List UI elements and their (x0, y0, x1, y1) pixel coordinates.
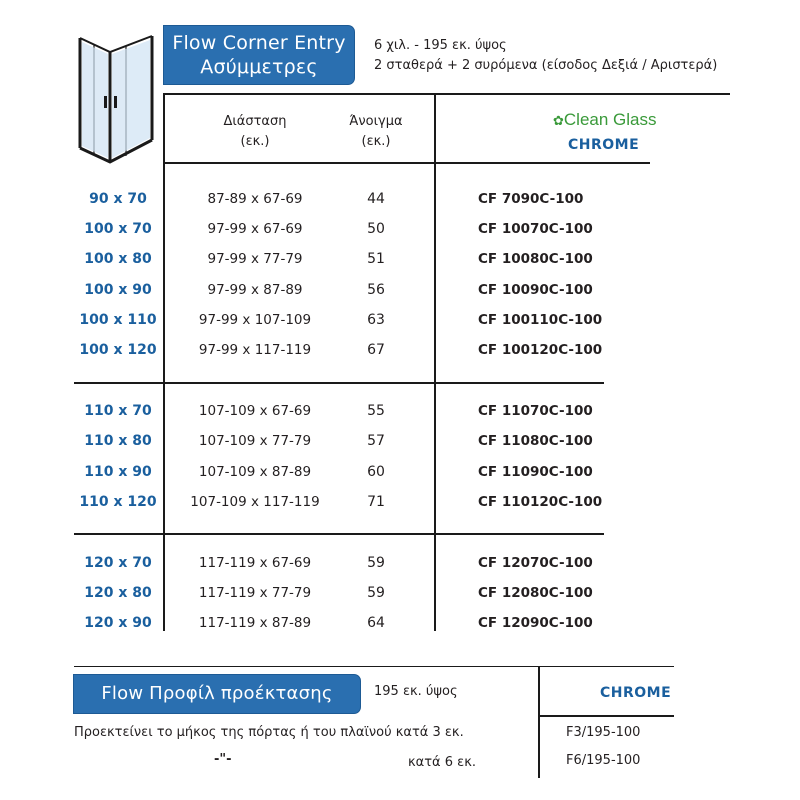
column-divider-left (163, 382, 165, 534)
opening-cell: 50 (367, 221, 385, 237)
profile-top-rule (74, 666, 674, 667)
profile-code: F6/195-100 (566, 753, 641, 768)
spec-line-1: 6 χιλ. - 195 εκ. ύψος (374, 38, 507, 53)
spec-line-2: 2 σταθερά + 2 συρόμενα (είσοδος Δεξιά / Αριστερά) (374, 58, 718, 73)
size-cell: 110 x 120 (79, 494, 157, 510)
opening-cell: 71 (367, 494, 385, 510)
opening-cell: 44 (367, 191, 385, 207)
profile-finish-label: CHROME (600, 685, 672, 701)
col-header-opening (335, 112, 417, 152)
group-divider-1 (74, 382, 604, 384)
size-cell: 110 x 90 (84, 464, 152, 480)
opening-cell: 56 (367, 282, 385, 298)
product-title: Flow Corner Entry (172, 32, 346, 54)
dimension-cell: 97-99 x 117-119 (198, 342, 312, 358)
column-divider-right (434, 533, 436, 631)
size-cell: 100 x 110 (79, 312, 157, 328)
product-code-cell: CF 12070C-100 (478, 555, 593, 571)
size-cell: 100 x 90 (84, 282, 152, 298)
dimension-cell: 87-89 x 67-69 (207, 191, 303, 207)
dimension-cell: 117-119 x 77-79 (198, 585, 312, 601)
dimension-cell: 107-109 x 77-79 (198, 433, 312, 449)
product-code-cell: CF 100120C-100 (478, 342, 603, 358)
finish-label: CHROME (568, 137, 640, 153)
size-cell: 120 x 70 (84, 555, 152, 571)
opening-cell: 59 (367, 585, 385, 601)
dimension-cell: 97-99 x 87-89 (207, 282, 303, 298)
opening-cell: 57 (367, 433, 385, 449)
opening-cell: 59 (367, 555, 385, 571)
dimension-cell: 107-109 x 117-119 (190, 494, 320, 510)
profile-code: F3/195-100 (566, 725, 641, 740)
opening-cell: 51 (367, 251, 385, 267)
leaf-icon: ✿ (553, 114, 564, 129)
profile-title-box (74, 675, 360, 713)
product-code-cell: CF 11070C-100 (478, 403, 593, 419)
size-cell: 100 x 80 (84, 251, 152, 267)
dimension-cell: 117-119 x 87-89 (198, 615, 312, 631)
profile-height: 195 εκ. ύψος (374, 684, 458, 699)
size-cell: 100 x 70 (84, 221, 152, 237)
header-top-rule (164, 93, 730, 95)
profile-description: κατά 6 εκ. (408, 755, 476, 770)
size-cell: 120 x 90 (84, 615, 152, 631)
product-code-cell: CF 10070C-100 (478, 221, 593, 237)
column-divider-left (163, 533, 165, 631)
opening-cell: 63 (367, 312, 385, 328)
profile-description: Προεκτείνει το μήκος της πόρτας ή του πλαϊνού κατά 3 εκ. (74, 725, 464, 740)
product-code-cell: CF 100110C-100 (478, 312, 603, 328)
dimension-cell: 117-119 x 67-69 (198, 555, 312, 571)
col-header-dimension-unit: (εκ.) (240, 134, 270, 149)
product-code-cell: CF 10080C-100 (478, 251, 593, 267)
product-subtitle: Ασύμμετρες (200, 56, 318, 78)
col-header-opening-label: Άνοιγμα (349, 114, 403, 129)
size-cell: 100 x 120 (79, 342, 157, 358)
dimension-cell: 107-109 x 67-69 (198, 403, 312, 419)
opening-cell: 67 (367, 342, 385, 358)
opening-cell: 64 (367, 615, 385, 631)
product-code-cell: CF 12080C-100 (478, 585, 593, 601)
size-cell: 110 x 80 (84, 433, 152, 449)
product-code-cell: CF 10090C-100 (478, 282, 593, 298)
dimension-cell: 107-109 x 87-89 (198, 464, 312, 480)
product-code-cell: CF 11080C-100 (478, 433, 593, 449)
profile-ditto-mark: -"- (214, 752, 232, 767)
shower-enclosure-illustration (76, 30, 158, 166)
product-code-cell: CF 11090C-100 (478, 464, 593, 480)
column-divider-left (163, 93, 165, 383)
profile-title: Flow Προφίλ προέκτασης (101, 683, 333, 704)
col-header-opening-unit: (εκ.) (361, 134, 391, 149)
column-divider-right (434, 93, 436, 383)
col-header-dimension-label: Διάσταση (223, 114, 287, 129)
profile-header-rule (538, 715, 674, 717)
column-divider-right (434, 382, 436, 534)
opening-cell: 60 (367, 464, 385, 480)
group-divider-2 (74, 533, 604, 535)
brand-name: Clean Glass (563, 110, 657, 129)
size-cell: 110 x 70 (84, 403, 152, 419)
col-header-dimension (195, 112, 315, 152)
product-code-cell: CF 110120C-100 (478, 494, 603, 510)
size-cell: 90 x 70 (89, 191, 147, 207)
dimension-cell: 97-99 x 67-69 (207, 221, 303, 237)
product-title-box (164, 26, 354, 84)
header-bottom-rule (164, 162, 650, 164)
size-cell: 120 x 80 (84, 585, 152, 601)
opening-cell: 55 (367, 403, 385, 419)
clean-glass-logo (553, 110, 657, 130)
product-code-cell: CF 7090C-100 (478, 191, 584, 207)
product-code-cell: CF 12090C-100 (478, 615, 593, 631)
dimension-cell: 97-99 x 77-79 (207, 251, 303, 267)
profile-column-divider (538, 666, 540, 778)
dimension-cell: 97-99 x 107-109 (198, 312, 312, 328)
